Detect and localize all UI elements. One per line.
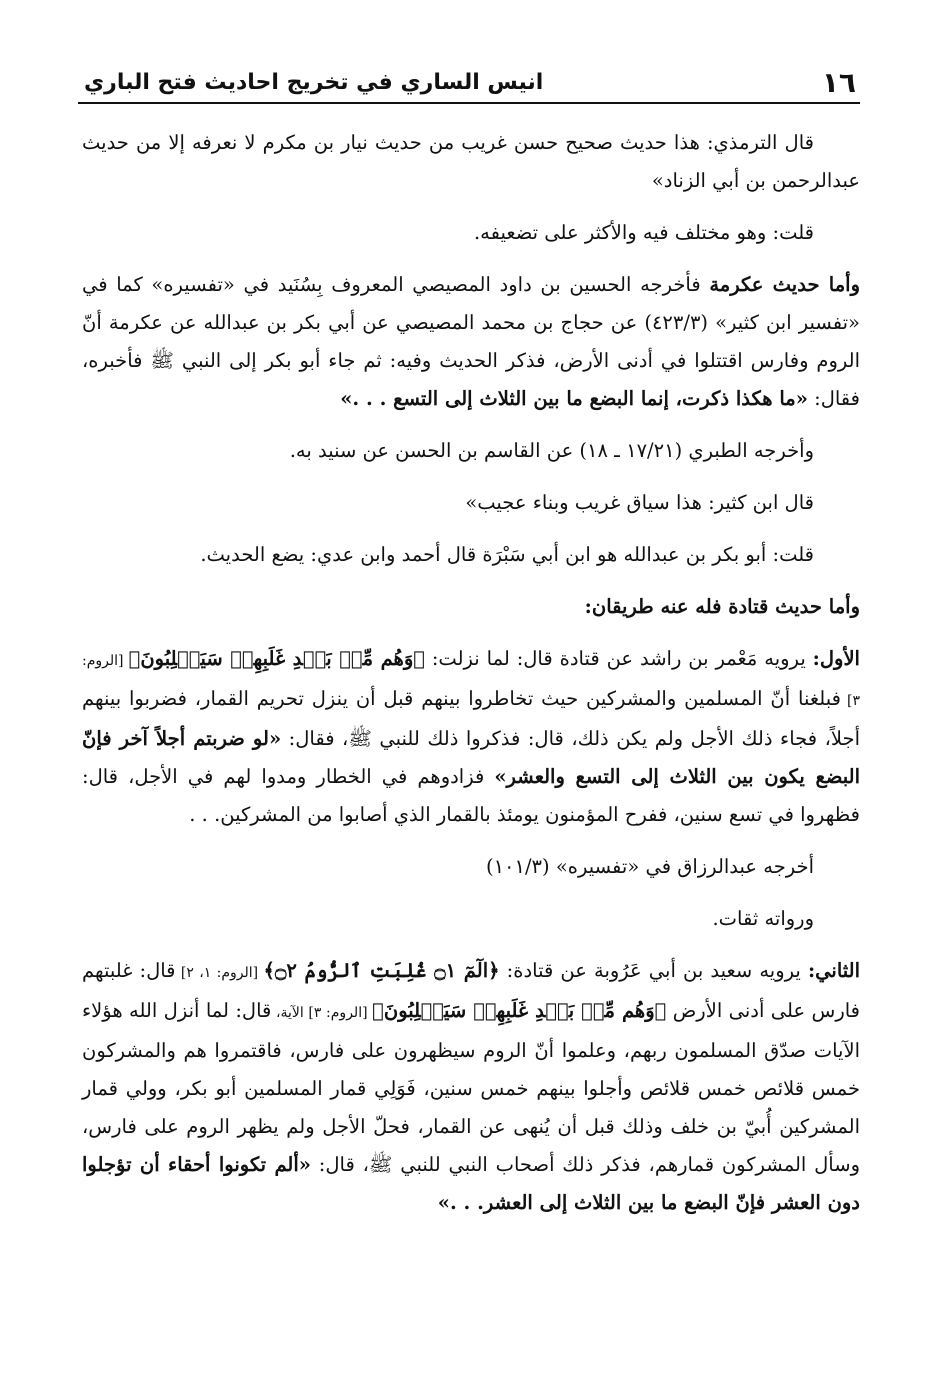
paragraph-tabari: وأخرجه الطبري (١٧/٢١ ـ ١٨) عن القاسم بن الحسن عن سنيد به. [289,439,814,462]
section-lead: الأول: [812,647,860,670]
quran-verse: ﴿وَهُم مِّنۢ بَعۡدِ غَلَبِهِمۡ سَيَغۡلِبُونَ﴾ [128,647,425,670]
running-header [78,62,860,104]
paragraph-text: يرويه مَعْمر بن راشد عن قتادة قال: لما نزلت: [424,647,813,670]
verse-reference: [الروم: ٣] الآية، [271,1005,373,1021]
paragraph-text: فأخرجه الحسين بن داود المصيصي المعروف بِسُنَيد في «تفسيره» كما في «تفسير ابن كثير» (٤٢٣/٣) عن حجاج بن محمد المصيصي عن أبي بكر بن عبدالله عن عكرمة أنّ الروم وفارس اقتتلوا في أدنى الأرض، فذكر الحديث وفيه: ثم جاء أبو بكر إلى النبي ﷺ فأخبره، فقال: [82,273,860,410]
paragraph-abdurrazzaq: أخرجه عبدالرزاق في «تفسيره» (١٠١/٣) [485,855,814,878]
section-lead: الثاني: [807,959,861,982]
paragraph-first-path [82,640,860,834]
paragraph-tirmidhi: قال الترمذي: هذا حديث صحيح حسن غريب من حديث نيار بن مكرم لا نعرفه إلا من حديث عبدالرحمن بن أبي الزناد» [82,131,860,192]
book-title: انيس الساري في تخريج احاديث فتح الباري [84,70,544,95]
quran-verse: ﴿وَهُم مِّنۢ بَعۡدِ غَلَبِهِمۡ سَيَغۡلِبُونَ﴾ [372,999,667,1022]
paragraph-narrators: ورواته ثقات. [712,907,814,930]
paragraph-text: فزادوهم في الخطار ومدوا لهم في الأجل، قال: فظهروا في تسع سنين، ففرح المؤمنون يومئذ بالقمار الذي أصابوا من المشركين. . . [82,765,860,826]
quran-verse: ﴿الٓمٓ ۝١ غُلِبَتِ ٱلرُّومُ ۝٢﴾ [263,959,500,982]
page-number: ١٦ [821,66,856,99]
verse-reference: [الروم: ٣] [82,653,860,709]
hadith-quote: «ما هكذا ذكرت، إنما البضع ما بين الثلاث إلى التسع . . .» [340,387,808,410]
paragraph-text: قال: غلبتهم فارس على أدنى الأرض [82,959,860,1022]
paragraph-ikrimah [82,266,860,418]
page-body [82,124,860,1222]
hadith-quote: «ألم تكونوا أحقاء أن تؤجلوا دون العشر فإنّ البضع ما بين الثلاث إلى العشر. . .» [82,1153,860,1214]
paragraph-qultu-2: قلت: أبو بكر بن عبدالله هو ابن أبي سَبْرَة قال أحمد وابن عدي: يضع الحديث. [200,543,814,566]
section-heading-qatadah: وأما حديث قتادة فله عنه طريقان: [584,595,860,618]
hadith-quote: «لو ضربتم أجلاً آخر فإنّ البضع يكون بين الثلاث إلى التسع والعشر» [82,727,860,788]
section-lead: وأما حديث عكرمة [709,273,861,296]
paragraph-text: قال: لما أنزل الله هؤلاء الآيات صدّق المسلمون ربهم، وعلموا أنّ الروم سيظهرون على فارس، فاقتمروا هم والمشركون خمس قلائص خمس قلائص وأجلوا بينهم خمس سنين، فَوَلِي قمار المسلمين أبو بكر، وولي قمار المشركين أُبيّ بن خلف وذلك قبل أن يُنهى عن القمار، فحلّ الأجل ولم يظهر الروم على فارس، وسأل المشركون قمارهم، فذكر ذلك أصحاب النبي للنبي ﷺ، قال: [82,999,860,1176]
paragraph-text: فبلغنا أنّ المسلمين والمشركين حيث تخاطروا بينهم قبل أن ينزل تحريم القمار، فضربوا بينهم أجلاً، فجاء ذلك الأجل ولم يكن ذلك، قال: فذكروا ذلك للنبي ﷺ، فقال: [82,687,860,750]
verse-reference: [الروم: ١، ٢] [175,965,264,981]
paragraph-ibn-kathir: قال ابن كثير: هذا سياق غريب وبناء عجيب» [465,491,814,514]
paragraph-second-path [82,952,860,1222]
paragraph-qultu-1: قلت: وهو مختلف فيه والأكثر على تضعيفه. [473,221,814,244]
paragraph-text: يرويه سعيد بن أبي عَرُوبة عن قتادة: [499,959,808,982]
